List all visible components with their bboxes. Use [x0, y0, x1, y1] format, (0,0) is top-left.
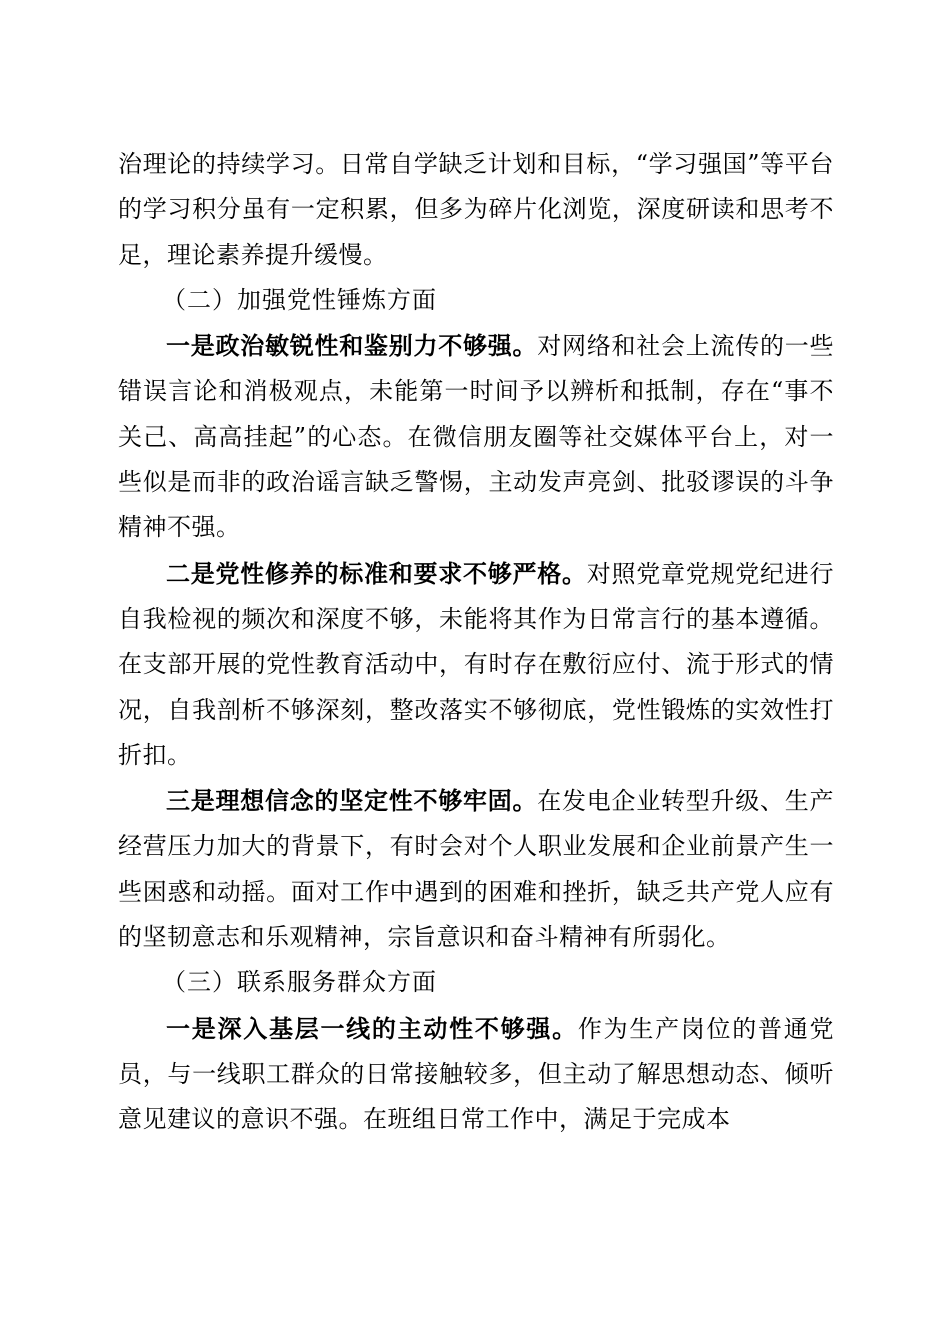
paragraph-text: 对网络和社会上流传的一些错误言论和消极观点，未能第一时间予以辨析和抵制，存在“事不关己、高高挂起”的心态。在微信朋友圈等社交媒体平台上，对一些似是而非的政治谣言缺乏警惕，主动发声亮剑、批驳谬误的斗争精神不强。: [118, 332, 834, 542]
paragraph-item-ideals-beliefs: [118, 778, 834, 960]
paragraph-item-party-cultivation: [118, 551, 834, 778]
paragraph-text: 在发电企业转型升级、生产经营压力加大的背景下，有时会对个人职业发展和企业前景产生一些困惑和动摇。面对工作中遇到的困难和挫折，缺乏共产党人应有的坚韧意志和乐观精神，宗旨意识和奋斗精神有所弱化。: [118, 787, 834, 952]
section-heading-serving-masses: [118, 960, 834, 1005]
paragraph-item-grassroots-initiative: [118, 1006, 834, 1143]
paragraph-continuation: [118, 142, 834, 278]
section-heading-party-spirit: [118, 278, 834, 323]
paragraph-lead: 一是深入基层一线的主动性不够强。: [166, 1013, 578, 1043]
paragraph-text: 作为生产岗位的普通党员，与一线职工群众的日常接触较多，但主动了解思想动态、倾听意见建议的意识不强。在班组日常工作中，满足于完成本: [118, 1014, 835, 1134]
heading-text: （三）联系服务群众方面: [162, 968, 437, 997]
paragraph-item-political-sensitivity: [118, 323, 834, 550]
paragraph-lead: 三是理想信念的坚定性不够牢固。: [166, 786, 538, 816]
paragraph-text: 对照党章党规党纪进行自我检视的频次和深度不够，未能将其作为日常言行的基本遵循。在支部开展的党性教育活动中，有时存在敷衍应付、流于形式的情况，自我剖析不够深刻，整改落实不够彻底，党性锻炼的实效性打折扣。: [118, 559, 834, 769]
paragraph-text: 治理论的持续学习。日常自学缺乏计划和目标，“学习强国”等平台的学习积分虽有一定积累，但多为碎片化浏览，深度研读和思考不足，理论素养提升缓慢。: [118, 150, 834, 269]
paragraph-lead: 一是政治敏锐性和鉴别力不够强。: [166, 331, 538, 361]
heading-text: （二）加强党性锤炼方面: [162, 285, 437, 314]
paragraph-lead: 二是党性修养的标准和要求不够严格。: [166, 558, 587, 588]
document-body: [118, 142, 834, 1143]
